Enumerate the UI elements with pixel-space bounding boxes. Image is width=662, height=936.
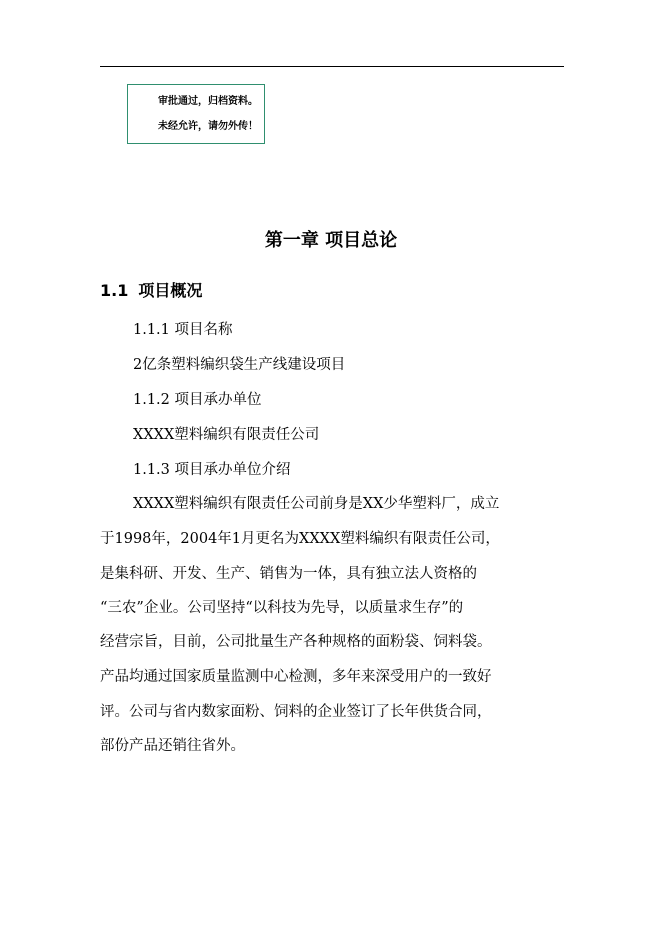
approval-notice-box [127, 84, 265, 144]
chapter-title: 第一章 项目总论 [264, 230, 398, 251]
paragraph-line: 部份产品还销往省外。 [100, 738, 245, 754]
paragraph-line: XXXX塑料编织有限责任公司前身是XX少华塑料厂，成立 [133, 496, 500, 512]
paragraph-line: 经营宗旨，目前，公司批量生产各种规格的面粉袋、饲料袋。 [100, 634, 492, 650]
paragraph-line: 于1998年，2004年1月更名为XXXX塑料编织有限责任公司， [100, 531, 500, 547]
notice-line-confidential: 未经允许，请勿外传！ [158, 121, 258, 132]
item-content-sponsor: XXXX塑料编织有限责任公司 [133, 427, 320, 443]
paragraph-line: 是集科研、开发、生产、销售为一体，具有独立法人资格的 [100, 566, 477, 582]
paragraph-line: 评。公司与省内数家面粉、饲料的企业签订了长年供货合同， [100, 704, 492, 720]
paragraph-line: “三农”企业。公司坚持“以科技为先导，以质量求生存”的 [100, 600, 464, 616]
section-number: 1.1 [100, 281, 129, 300]
item-heading-sponsor-intro: 1.1.3 项目承办单位介绍 [133, 462, 291, 478]
header-rule [100, 66, 564, 67]
paragraph-line: 产品均通过国家质量监测中心检测，多年来深受用户的一致好 [100, 669, 492, 685]
section-heading [100, 279, 202, 303]
item-content-project-name: 2亿条塑料编织袋生产线建设项目 [133, 357, 346, 373]
item-heading-sponsor: 1.1.2 项目承办单位 [133, 392, 262, 408]
section-title: 项目概况 [138, 281, 203, 300]
notice-line-approved: 审批通过，归档资料。 [158, 96, 258, 107]
item-heading-project-name: 1.1.1 项目名称 [133, 322, 233, 338]
